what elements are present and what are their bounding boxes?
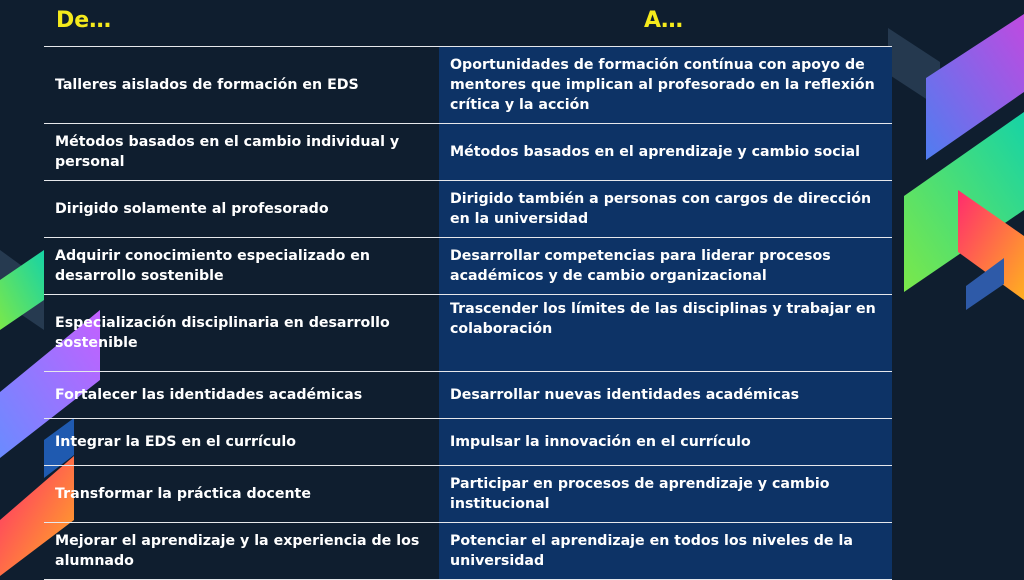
table-row [44, 418, 892, 465]
cell-from: Especialización disciplinaria en desarrollo sostenible [55, 315, 390, 351]
cell-from: Transformar la práctica docente [55, 486, 311, 502]
cell-from: Integrar la EDS en el currículo [55, 434, 297, 450]
table-row [44, 465, 892, 522]
header-from: De… [56, 8, 112, 33]
cell-to: Desarrollar nuevas identidades académicas [439, 372, 892, 418]
table-row [44, 46, 892, 123]
table-row [44, 180, 892, 237]
header-to: A… [644, 8, 684, 33]
cell-from: Fortalecer las identidades académicas [55, 387, 363, 403]
cell-to: Desarrollar competencias para liderar procesos académicos y de cambio organizacional [439, 238, 892, 294]
cell-to: Dirigido también a personas con cargos de dirección en la universidad [439, 181, 892, 237]
comparison-table [44, 46, 892, 580]
cell-from: Adquirir conocimiento especializado en desarrollo sostenible [55, 248, 370, 284]
cell-to: Participar en procesos de aprendizaje y cambio institucional [439, 466, 892, 522]
cell-from: Mejorar el aprendizaje y la experiencia de los alumnado [55, 533, 420, 569]
table-row [44, 294, 892, 371]
table-row [44, 522, 892, 580]
cell-to: Potenciar el aprendizaje en todos los niveles de la universidad [439, 523, 892, 579]
cell-to: Impulsar la innovación en el currículo [439, 419, 892, 465]
cell-to: Trascender los límites de las disciplinas y trabajar en colaboración [439, 295, 892, 371]
cell-from: Métodos basados en el cambio individual y personal [55, 134, 400, 170]
cell-from: Talleres aislados de formación en EDS [55, 77, 359, 93]
table-row [44, 237, 892, 294]
cell-to: Métodos basados en el aprendizaje y cambio social [439, 124, 892, 180]
table-row [44, 123, 892, 180]
cell-to: Oportunidades de formación contínua con apoyo de mentores que implican al profesorado en la reflexión crítica y la acción [439, 47, 892, 123]
table-row [44, 371, 892, 418]
cell-from: Dirigido solamente al profesorado [55, 201, 329, 217]
